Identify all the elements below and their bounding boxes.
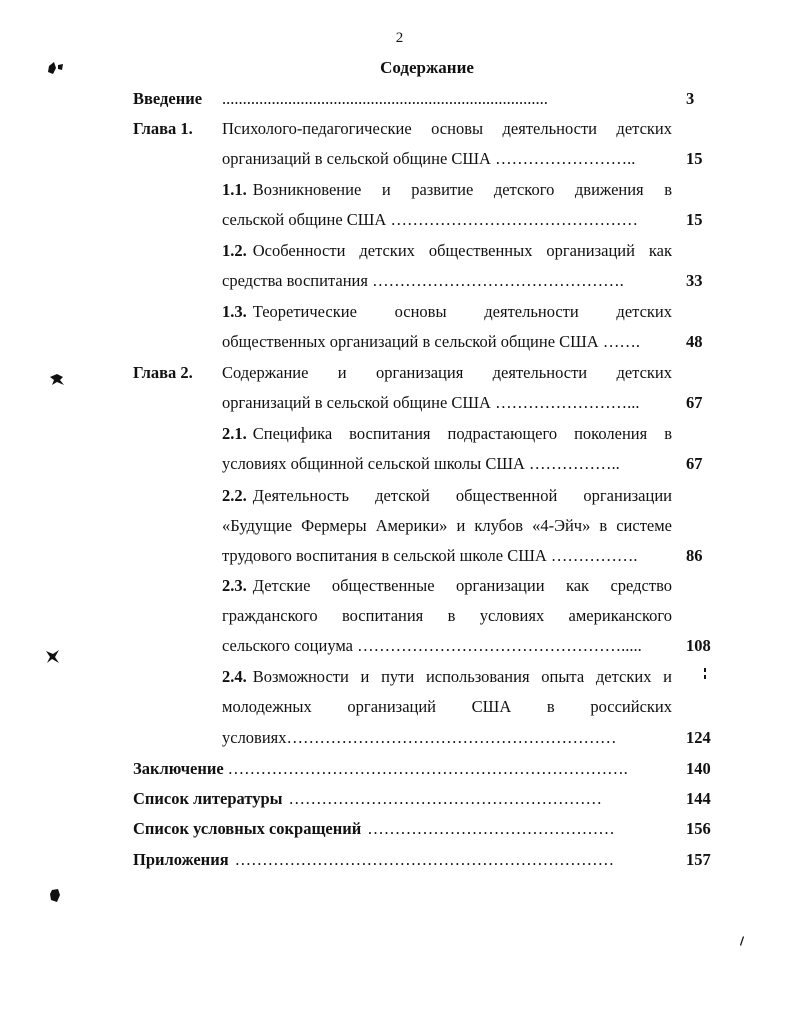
toc-title: Содержание — [380, 58, 474, 77]
abbreviations-label: Список условных сокращений — [133, 819, 362, 838]
page-number: 2 — [395, 30, 404, 46]
appendices-label: Приложения — [133, 850, 229, 869]
section-2-1-page: 67 — [686, 454, 703, 473]
intro-label: Введение — [133, 89, 203, 108]
section-1-3-number: 1.3. — [222, 302, 247, 321]
conclusion-dots: ………………………………………………………………. — [227, 759, 628, 778]
section-2-3-line1 — [222, 575, 672, 597]
intro-page: 3 — [686, 89, 695, 108]
section-2-2-line1 — [222, 485, 672, 507]
section-1-1-line1 — [222, 179, 672, 201]
section-2-4-page: 124 — [686, 728, 711, 747]
section-1-1-title: Возникновение и развитие детского движения в — [252, 180, 672, 199]
section-2-2-line3: трудового воспитания в сельской школе США ……………. — [222, 546, 638, 565]
chapter1-title-line2: организаций в сельской общине США …………………….. — [222, 149, 636, 168]
chapter2-title-line1: Содержание и организация деятельности детских — [222, 363, 672, 382]
chapter2-page: 67 — [686, 393, 703, 412]
scan-speck — [46, 60, 66, 81]
scan-speck — [700, 666, 710, 687]
conclusion-page: 140 — [686, 759, 711, 778]
section-2-4-title: Возможности и пути использования опыта детских и — [252, 667, 672, 686]
appendices-page: 157 — [686, 850, 711, 869]
references-page: 144 — [686, 789, 711, 808]
references-label: Список литературы — [133, 789, 283, 808]
section-1-3-line2: общественных организаций в сельской общине США ……. — [222, 332, 640, 351]
chapter2-title-line2: организаций в сельской общине США ……………………... — [222, 393, 640, 412]
toc-entry-references[interactable] — [133, 788, 671, 810]
abbreviations-page: 156 — [686, 819, 711, 838]
section-2-4-line1 — [222, 666, 672, 688]
section-1-2-line2: средства воспитания ………………………………………. — [222, 271, 624, 290]
section-2-4-line3: условиях…………………………………………………… — [222, 728, 617, 747]
toc-entry-conclusion[interactable] — [133, 758, 663, 780]
section-1-3-page: 48 — [686, 332, 703, 351]
section-2-1-number: 2.1. — [222, 424, 247, 443]
section-1-3-line1 — [222, 301, 672, 323]
section-1-2-line1 — [222, 240, 672, 262]
section-2-1-title: Специфика воспитания подрастающего поколения в — [252, 424, 672, 443]
section-1-1-number: 1.1. — [222, 180, 247, 199]
section-1-3-title: Теоретические основы деятельности детских — [252, 302, 672, 321]
appendices-dots: …………………………………………………………… — [234, 850, 615, 869]
toc-entry-appendices[interactable] — [133, 849, 671, 871]
section-2-3-line2: гражданского воспитания в условиях американского — [222, 606, 672, 625]
section-2-1-line1 — [222, 423, 672, 445]
section-1-2-number: 1.2. — [222, 241, 247, 260]
section-1-1-line2: сельской общине США ……………………………………… — [222, 210, 638, 229]
scan-speck — [738, 934, 746, 953]
section-1-2-title: Особенности детских общественных организаций как — [252, 241, 672, 260]
section-2-1-line2: условиях общинной сельской школы США …………….. — [222, 454, 620, 473]
section-2-4-number: 2.4. — [222, 667, 247, 686]
section-2-2-number: 2.2. — [222, 486, 247, 505]
section-2-3-line3: сельского социума …………………………………………..... — [222, 636, 642, 655]
scan-speck — [48, 372, 66, 393]
toc-entry-abbreviations[interactable] — [133, 818, 671, 840]
section-2-2-title: Деятельность детской общественной организации — [252, 486, 672, 505]
section-2-3-number: 2.3. — [222, 576, 247, 595]
section-1-1-page: 15 — [686, 210, 703, 229]
chapter1-title-line1: Психолого-педагогические основы деятельности детских — [222, 119, 672, 138]
intro-dots: ............................................................................... — [222, 89, 548, 108]
abbreviations-dots: ……………………………………… — [367, 819, 615, 838]
section-1-2-page: 33 — [686, 271, 703, 290]
scan-speck — [44, 648, 62, 671]
section-2-4-line2: молодежных организаций США в российских — [222, 697, 672, 716]
section-2-3-title: Детские общественные организации как средство — [252, 576, 672, 595]
conclusion-label: Заключение — [133, 759, 224, 778]
section-2-2-page: 86 — [686, 546, 703, 565]
scan-speck — [48, 887, 62, 910]
references-dots: ………………………………………………… — [288, 789, 603, 808]
chapter2-label: Глава 2. — [133, 363, 193, 382]
section-2-2-line2: «Будущие Фермеры Америки» и клубов «4-Эйч» в системе — [222, 516, 672, 535]
chapter1-label: Глава 1. — [133, 119, 193, 138]
chapter1-page: 15 — [686, 149, 703, 168]
section-2-3-page: 108 — [686, 636, 711, 655]
